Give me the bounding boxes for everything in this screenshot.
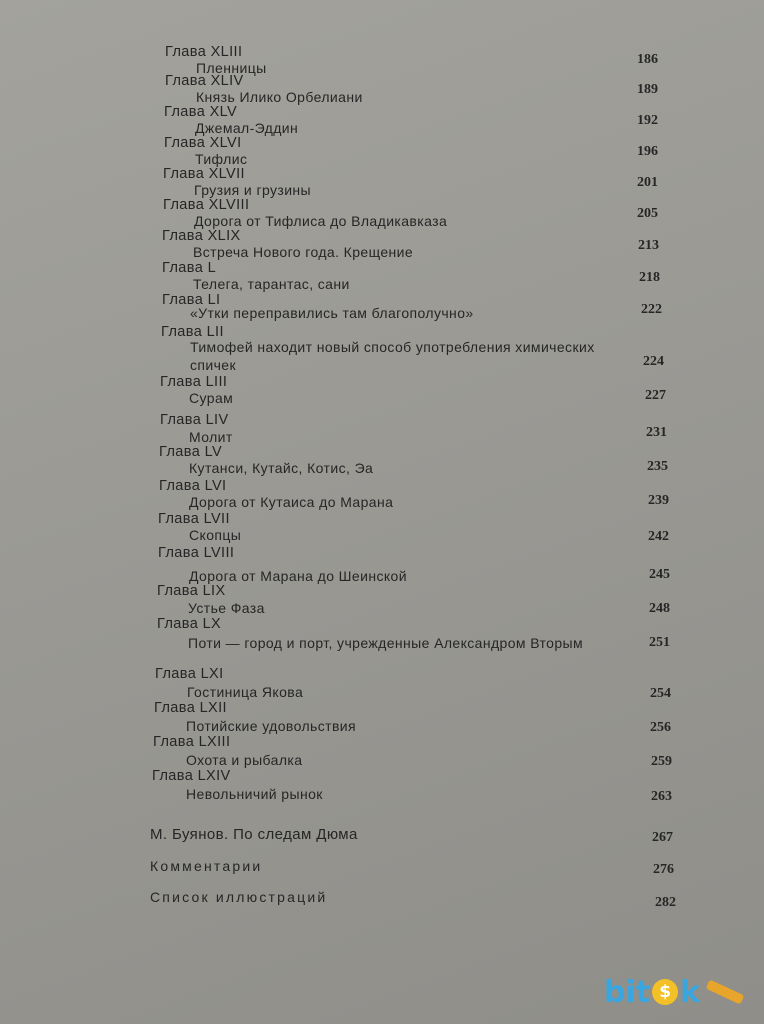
- chapter-title: Сурам: [189, 390, 234, 406]
- page-number: 267: [652, 830, 673, 845]
- page-number: 201: [637, 175, 658, 190]
- page-number: 263: [651, 789, 672, 804]
- chapter-heading: Глава XLIII: [165, 44, 243, 60]
- page-number: 218: [639, 270, 660, 285]
- page-number: 192: [637, 113, 658, 128]
- logo-text-left: bit: [604, 974, 651, 1010]
- illustrations-title: Список иллюстраций: [150, 889, 328, 905]
- chapter-title: Потийские удовольствия: [186, 718, 356, 734]
- chapter-heading: Глава LXII: [154, 700, 227, 716]
- page-number: 227: [645, 388, 666, 403]
- chapter-heading: Глава XLIX: [162, 228, 241, 244]
- hammer-icon: [706, 979, 745, 1004]
- chapter-title: Кутанси, Кутайс, Котис, Эа: [189, 460, 374, 476]
- chapter-title: Устье Фаза: [188, 600, 265, 616]
- page-number: 186: [637, 52, 658, 67]
- chapter-heading: Глава LXIII: [153, 734, 231, 750]
- chapter-heading: Глава L: [162, 260, 217, 276]
- chapter-title: Дорога от Тифлиса до Владикавказа: [194, 213, 448, 229]
- page-number: 254: [650, 686, 671, 701]
- page-number: 231: [646, 425, 667, 440]
- page-number: 222: [641, 302, 662, 317]
- chapter-title: «Утки переправились там благополучно»: [190, 305, 474, 321]
- chapter-title: Грузия и грузины: [194, 182, 312, 198]
- chapter-heading: Глава LVI: [159, 478, 227, 494]
- chapter-heading: Глава LVIII: [158, 545, 235, 561]
- page-number: 251: [649, 635, 670, 650]
- chapter-title: Тифлис: [195, 151, 248, 167]
- page-number: 213: [638, 238, 659, 253]
- chapter-heading: Глава LVII: [158, 511, 230, 527]
- chapter-heading: Глава LV: [159, 444, 223, 460]
- chapter-heading: Глава LXI: [155, 666, 224, 682]
- chapter-title: Невольничий рынок: [186, 786, 323, 802]
- page-number: 256: [650, 720, 671, 735]
- page-number: 282: [655, 895, 676, 910]
- chapter-title: Телега, тарантас, сани: [193, 276, 350, 292]
- page-number: 248: [649, 601, 670, 616]
- chapter-heading: Глава XLVII: [163, 166, 245, 182]
- chapter-title: Князь Илико Орбелиани: [196, 89, 363, 105]
- chapter-title: Дорога от Марана до Шеинской: [189, 568, 407, 584]
- chapter-title: Дорога от Кутаиса до Марана: [189, 494, 394, 510]
- chapter-heading: Глава LX: [157, 616, 222, 632]
- chapter-title: Гостиница Якова: [187, 684, 304, 700]
- chapter-heading: Глава LIII: [160, 374, 228, 390]
- chapter-title: Поти — город и порт, учрежденные Александром Вторым: [188, 635, 584, 651]
- chapter-heading: Глава LXIV: [152, 768, 231, 784]
- chapter-title: Молит: [189, 429, 233, 445]
- chapter-heading: Глава LIX: [157, 583, 226, 599]
- comments-title: Комментарии: [150, 858, 263, 874]
- page-number: 205: [637, 206, 658, 221]
- page-number: 276: [653, 862, 674, 877]
- watermark-logo: [604, 972, 754, 1012]
- page-number: 239: [648, 493, 669, 508]
- chapter-heading: Глава XLIV: [165, 73, 244, 89]
- chapter-title: Пленницы: [196, 60, 267, 76]
- chapter-heading: Глава XLV: [164, 104, 238, 120]
- page-number: 242: [648, 529, 669, 544]
- chapter-title-continuation: спичек: [190, 357, 237, 373]
- chapter-title: Охота и рыбалка: [186, 752, 303, 768]
- coin-icon: $: [652, 979, 678, 1005]
- chapter-heading: Глава XLVIII: [163, 197, 250, 213]
- page-number: 189: [637, 82, 658, 97]
- page-number: 259: [651, 754, 672, 769]
- chapter-title: Скопцы: [189, 527, 242, 543]
- page-number: 196: [637, 144, 658, 159]
- chapter-title: Встреча Нового года. Крещение: [193, 244, 414, 260]
- page-number: 224: [643, 354, 664, 369]
- chapter-heading: Глава LII: [161, 324, 224, 340]
- chapter-title: Джемал-Эддин: [195, 120, 299, 136]
- chapter-heading: Глава XLVI: [164, 135, 242, 151]
- chapter-title: Тимофей находит новый способ употребления химических: [190, 339, 595, 355]
- page-number: 245: [649, 567, 670, 582]
- logo-text-right: k: [680, 974, 701, 1010]
- chapter-heading: Глава LI: [162, 292, 221, 308]
- chapter-heading: Глава LIV: [160, 412, 229, 428]
- page-number: 235: [647, 459, 668, 474]
- afterword-title: М. Буянов. По следам Дюма: [150, 826, 358, 843]
